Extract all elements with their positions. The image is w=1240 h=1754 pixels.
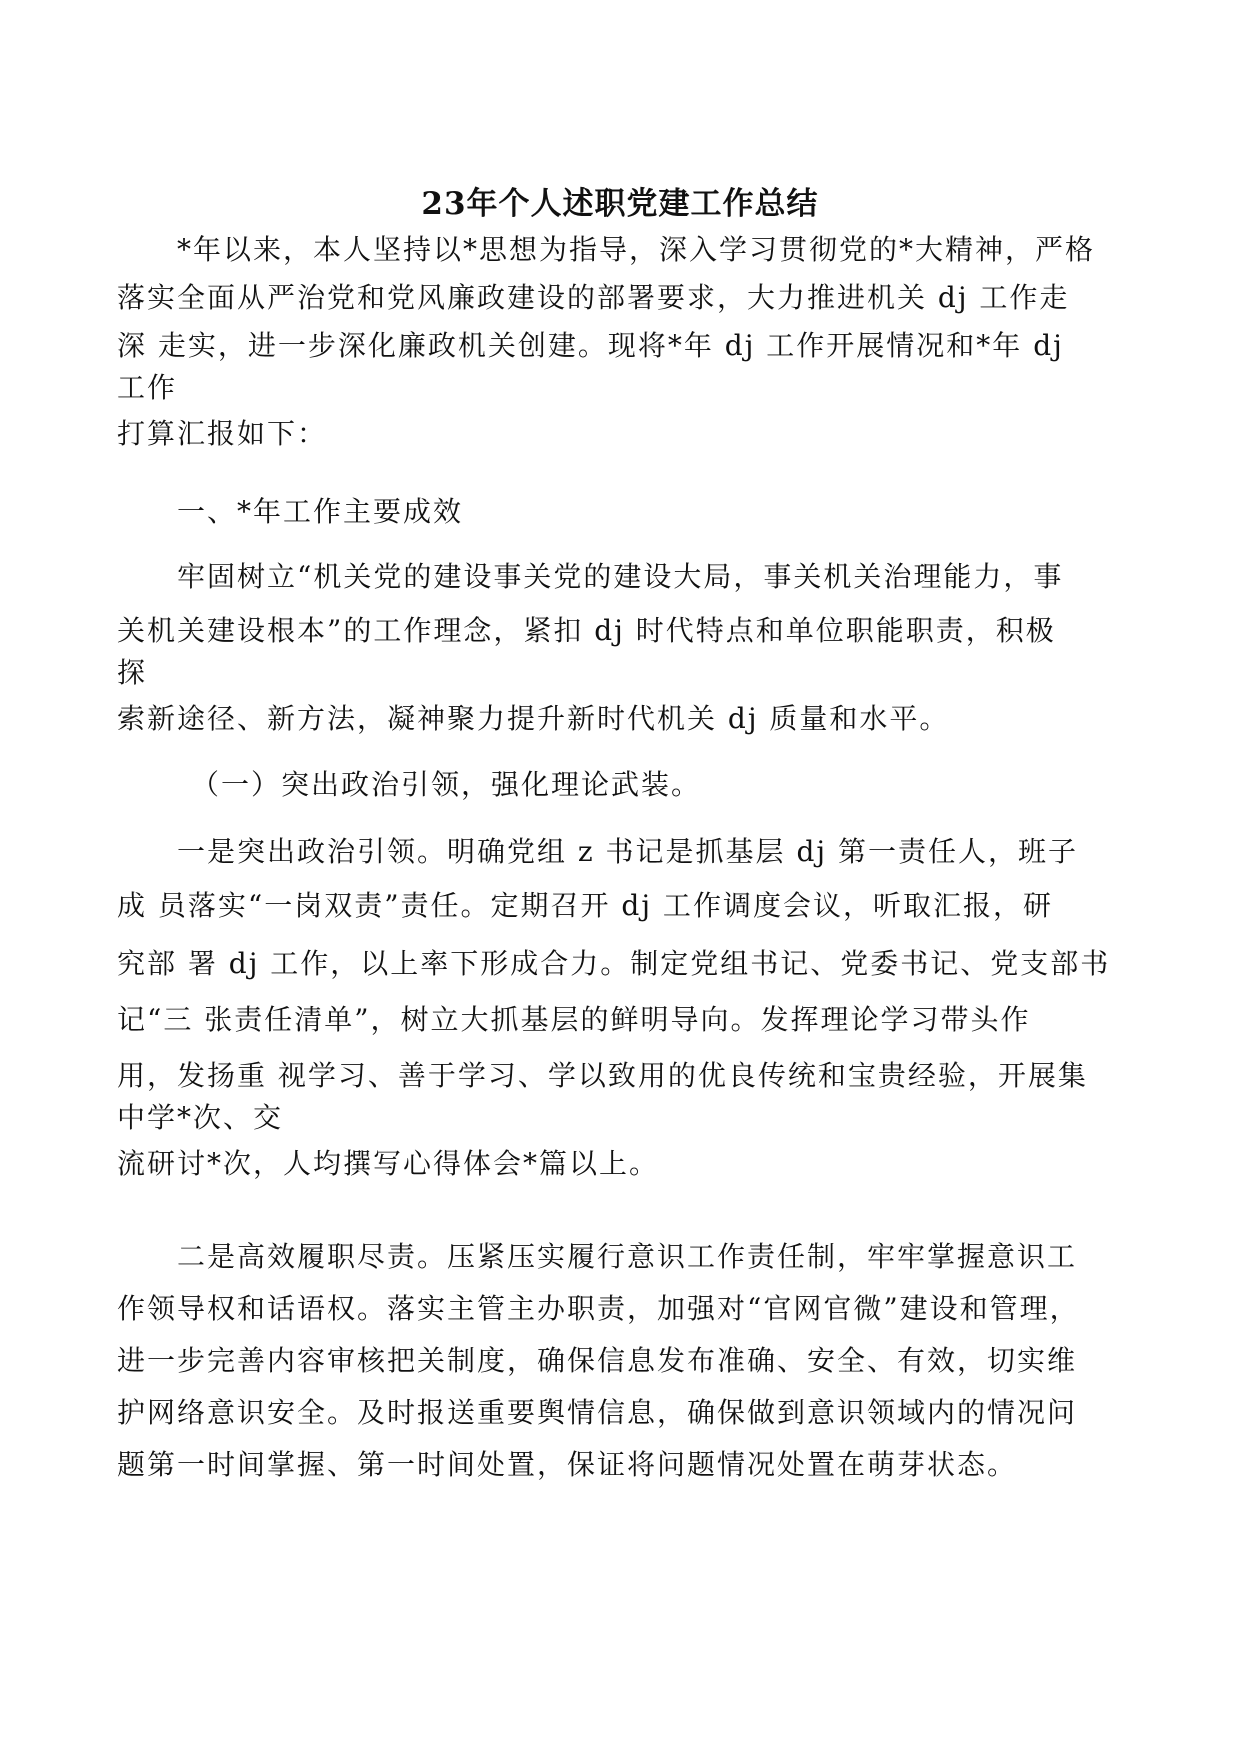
paragraph-line: 究部 署 dj 工作，以上率下形成合力。制定党组书记、党委书记、党支部书 [117, 947, 1111, 980]
paragraph-line: 打算汇报如下： [117, 417, 328, 450]
paragraph-line: 关机关建设根本”的工作理念，紧扣 dj 时代特点和单位职能职责，积极 [117, 614, 1056, 647]
paragraph-line: 深 走实，进一步深化廉政机关创建。现将*年 dj 工作开展情况和*年 dj [117, 329, 1064, 362]
paragraph-line: 进一步完善内容审核把关制度，确保信息发布准确、安全、有效，切实维 [117, 1344, 1078, 1377]
paragraph-political-leadership [117, 828, 1127, 1188]
subsection-heading [117, 761, 1127, 809]
paragraph-line: 作领导权和话语权。落实主管主办职责，加强对“官网官微”建设和管理， [117, 1292, 1080, 1325]
paragraph-line: 索新途径、新方法，凝神聚力提升新时代机关 dj 质量和水平。 [117, 702, 950, 735]
subsection-heading-text: （一）突出政治引领，强化理论武装。 [191, 768, 702, 801]
paragraph-line: 二是高效履职尽责。压紧压实履行意识工作责任制，牢牢掌握意识工 [177, 1240, 1078, 1273]
paragraph-line: 成 员落实“一岗双责”责任。定期召开 dj 工作调度会议，听取汇报，研 [117, 889, 1053, 922]
paragraph-intro [117, 226, 1127, 458]
section-heading-text: 一、*年工作主要成效 [177, 495, 464, 528]
paragraph-line: 护网络意识安全。及时报送重要舆情信息，确保做到意识领域内的情况问 [117, 1396, 1078, 1429]
document-title: 23年个人述职党建工作总结 [421, 186, 819, 222]
paragraph-duty-performance [117, 1233, 1127, 1489]
paragraph-line: 探 [117, 656, 148, 689]
paragraph-line: 工作 [117, 371, 178, 404]
paragraph-line: 用，发扬重 视学习、善于学习、学以致用的优良传统和宝贵经验，开展集 [117, 1059, 1088, 1092]
paragraph-line: *年以来，本人坚持以*思想为指导，深入学习贯彻党的*大精神，严格 [177, 233, 1096, 266]
paragraph-achievements [117, 553, 1127, 743]
paragraph-line: 题第一时间掌握、第一时间处置，保证将问题情况处置在萌芽状态。 [117, 1448, 1018, 1481]
section-heading [117, 488, 1127, 536]
paragraph-line: 一是突出政治引领。明确党组 z 书记是抓基层 dj 第一责任人，班子 [177, 835, 1078, 868]
paragraph-line: 流研讨*次，人均撰写心得体会*篇以上。 [117, 1147, 660, 1180]
paragraph-line: 记“三 张责任清单”，树立大抓基层的鲜明导向。发挥理论学习带头作 [117, 1003, 1031, 1036]
paragraph-line: 牢固树立“机关党的建设事关党的建设大局，事关机关治理能力，事 [177, 560, 1064, 593]
paragraph-line: 中学*次、交 [117, 1101, 284, 1134]
paragraph-line: 落实全面从严治党和党风廉政建设的部署要求，大力推进机关 dj 工作走 [117, 281, 1070, 314]
